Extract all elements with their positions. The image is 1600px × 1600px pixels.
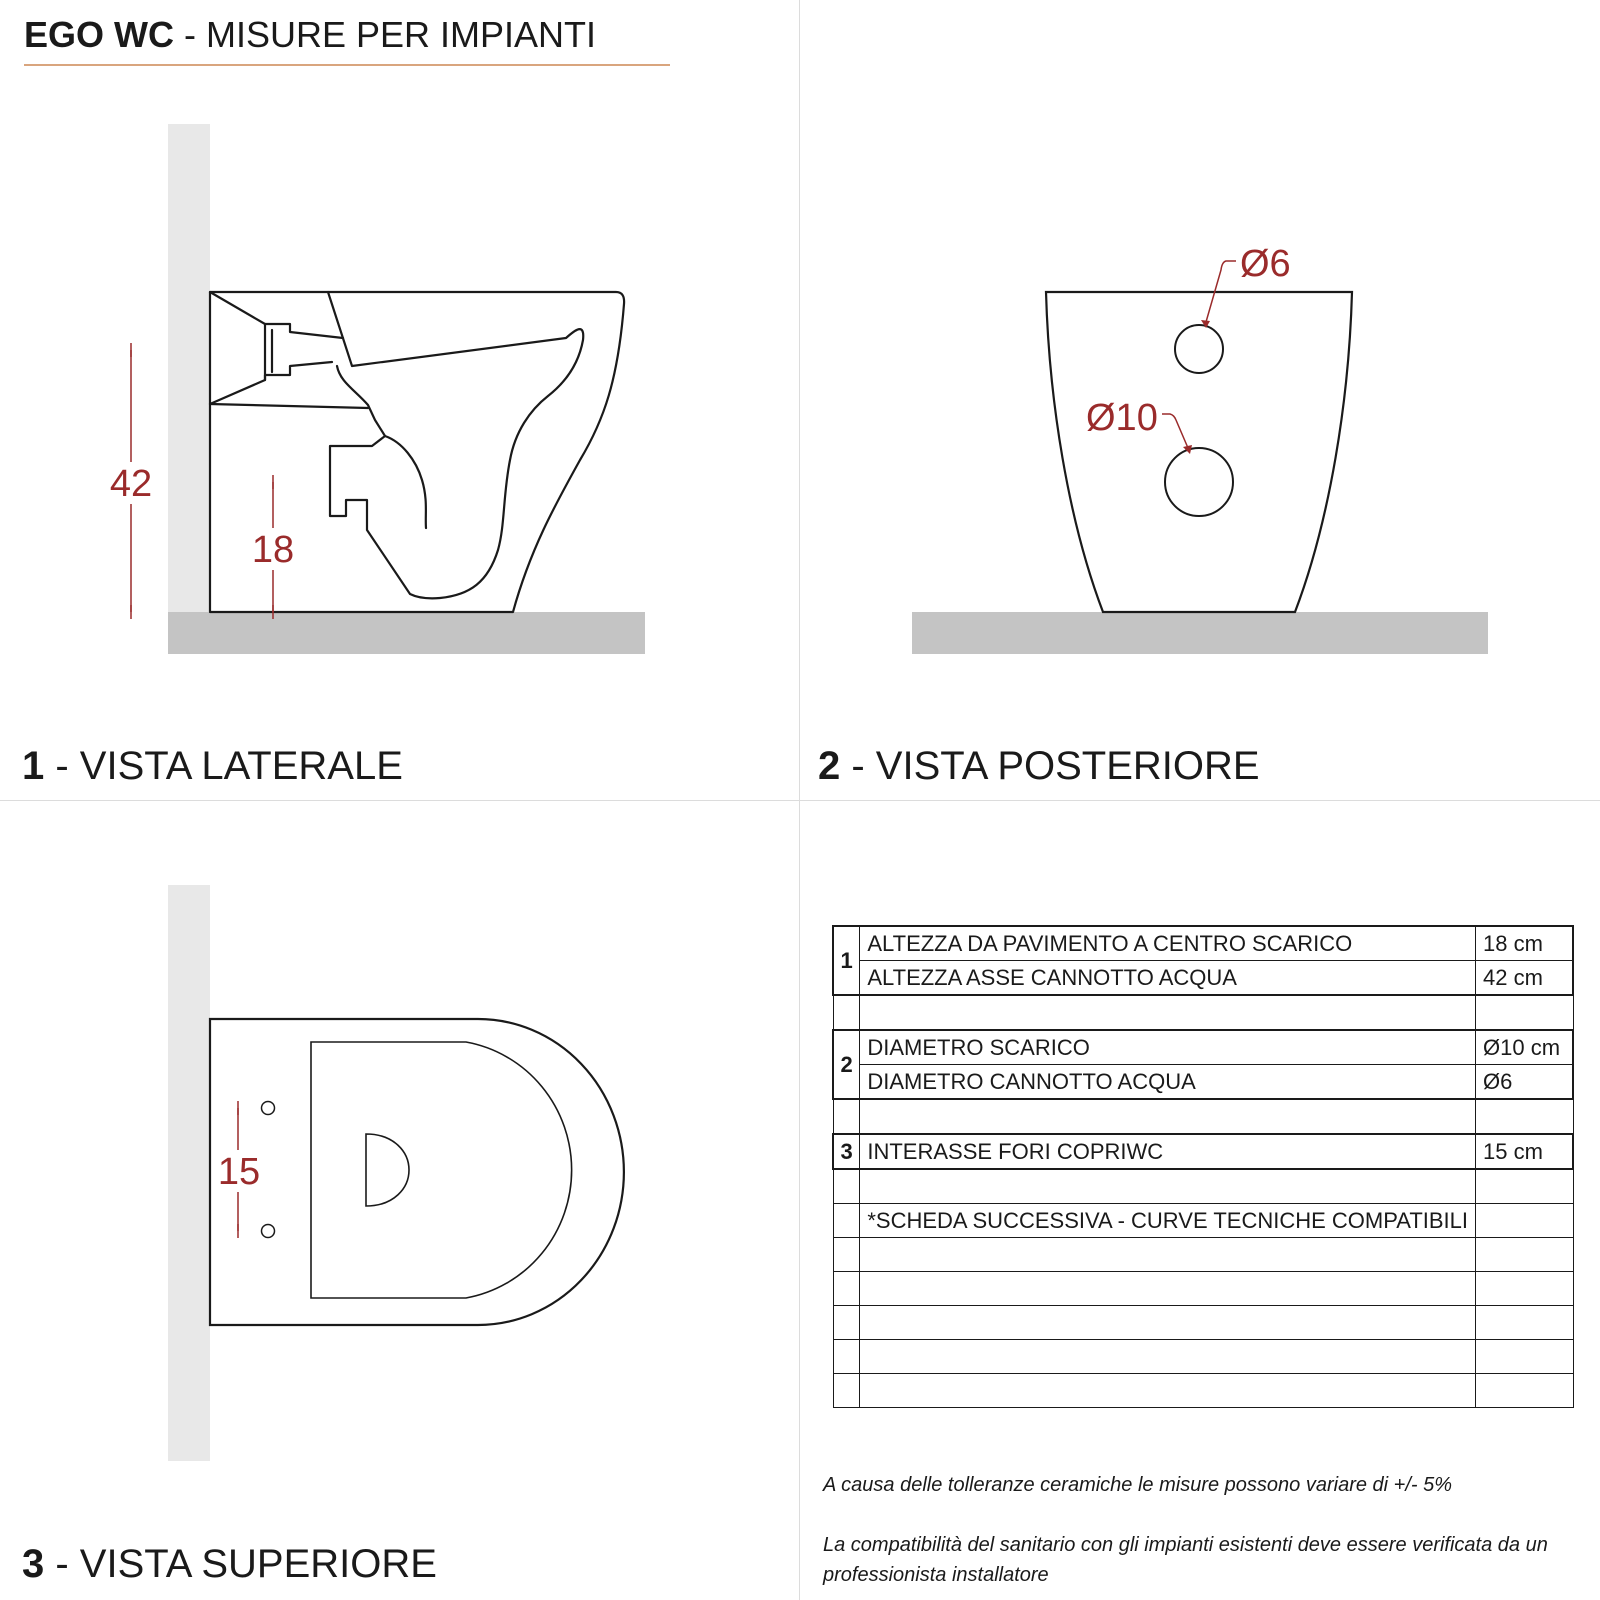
table-row — [833, 1134, 1573, 1169]
table-row — [833, 926, 1573, 961]
spec-desc: DIAMETRO CANNOTTO ACQUA — [860, 1065, 1476, 1100]
side-view-drawing — [104, 124, 645, 654]
spec-value: 18 cm — [1476, 926, 1573, 961]
table-row — [833, 1204, 1573, 1238]
spec-table — [832, 925, 1574, 1408]
dim-42-label: 42 — [109, 463, 153, 505]
top-wall — [168, 885, 210, 1461]
spec-desc: DIAMETRO SCARICO — [860, 1030, 1476, 1065]
spec-value: Ø6 — [1476, 1065, 1573, 1100]
section-title-rear: 2 - VISTA POSTERIORE — [818, 744, 1260, 788]
section-title-top: 3 - VISTA SUPERIORE — [22, 1542, 437, 1586]
drain-circle — [1165, 448, 1233, 516]
side-bowl-inner — [328, 292, 583, 598]
side-trap-line — [385, 436, 426, 528]
side-wall — [168, 124, 210, 612]
side-inlet-bottom — [210, 404, 368, 408]
table-row-empty — [833, 1306, 1573, 1340]
rear-view-drawing — [912, 243, 1488, 654]
table-footnote: *SCHEDA SUCCESSIVA - CURVE TECNICHE COMPATIBILI — [860, 1204, 1476, 1238]
table-row — [833, 961, 1573, 996]
spec-value: 42 cm — [1476, 961, 1573, 996]
side-inlet-upper — [210, 292, 343, 338]
water-inlet-circle — [1175, 325, 1223, 373]
table-row — [833, 1030, 1573, 1065]
group-number: 2 — [833, 1030, 860, 1099]
table-row-empty — [833, 1374, 1573, 1408]
section-title-side: 1 - VISTA LATERALE — [22, 744, 403, 788]
table-group-1 — [833, 926, 1573, 995]
title-subtitle: - MISURE PER IMPIANTI — [174, 14, 597, 55]
rear-floor — [912, 612, 1488, 654]
dim-18-label: 18 — [251, 529, 295, 571]
spec-desc: ALTEZZA ASSE CANNOTTO ACQUA — [860, 961, 1476, 996]
top-body-outline — [210, 1019, 624, 1325]
dim-drain-label: Ø10 — [1086, 397, 1158, 439]
table-group-3 — [833, 1134, 1573, 1169]
table-row-empty — [833, 995, 1573, 1030]
dim-15-label: 15 — [217, 1151, 261, 1193]
rear-body-outline — [1046, 292, 1352, 612]
table-row-empty — [833, 1099, 1573, 1134]
leader-drain — [1162, 414, 1188, 448]
table-row-empty — [833, 1169, 1573, 1204]
table-row-empty — [833, 1238, 1573, 1272]
dim-water-label: Ø6 — [1240, 243, 1291, 285]
spec-value: 15 cm — [1476, 1134, 1573, 1169]
table-row-empty — [833, 1340, 1573, 1374]
top-view-drawing — [168, 885, 624, 1461]
table-row-empty — [833, 1272, 1573, 1306]
product-name: EGO WC — [24, 14, 174, 55]
side-floor — [168, 612, 645, 654]
spec-value: Ø10 cm — [1476, 1030, 1573, 1065]
tolerance-note: A causa delle tolleranze ceramiche le misure possono variare di +/- 5% — [823, 1474, 1453, 1496]
spec-desc: INTERASSE FORI COPRIWC — [860, 1134, 1476, 1169]
table-row — [833, 1065, 1573, 1100]
group-number: 1 — [833, 926, 860, 995]
spec-desc: ALTEZZA DA PAVIMENTO A CENTRO SCARICO — [860, 926, 1476, 961]
table-group-2 — [833, 1030, 1573, 1099]
compatibility-note: La compatibilità del sanitario con gli impianti esistenti deve essere verificata da un professionista installatore — [823, 1534, 1548, 1586]
group-number: 3 — [833, 1134, 860, 1169]
